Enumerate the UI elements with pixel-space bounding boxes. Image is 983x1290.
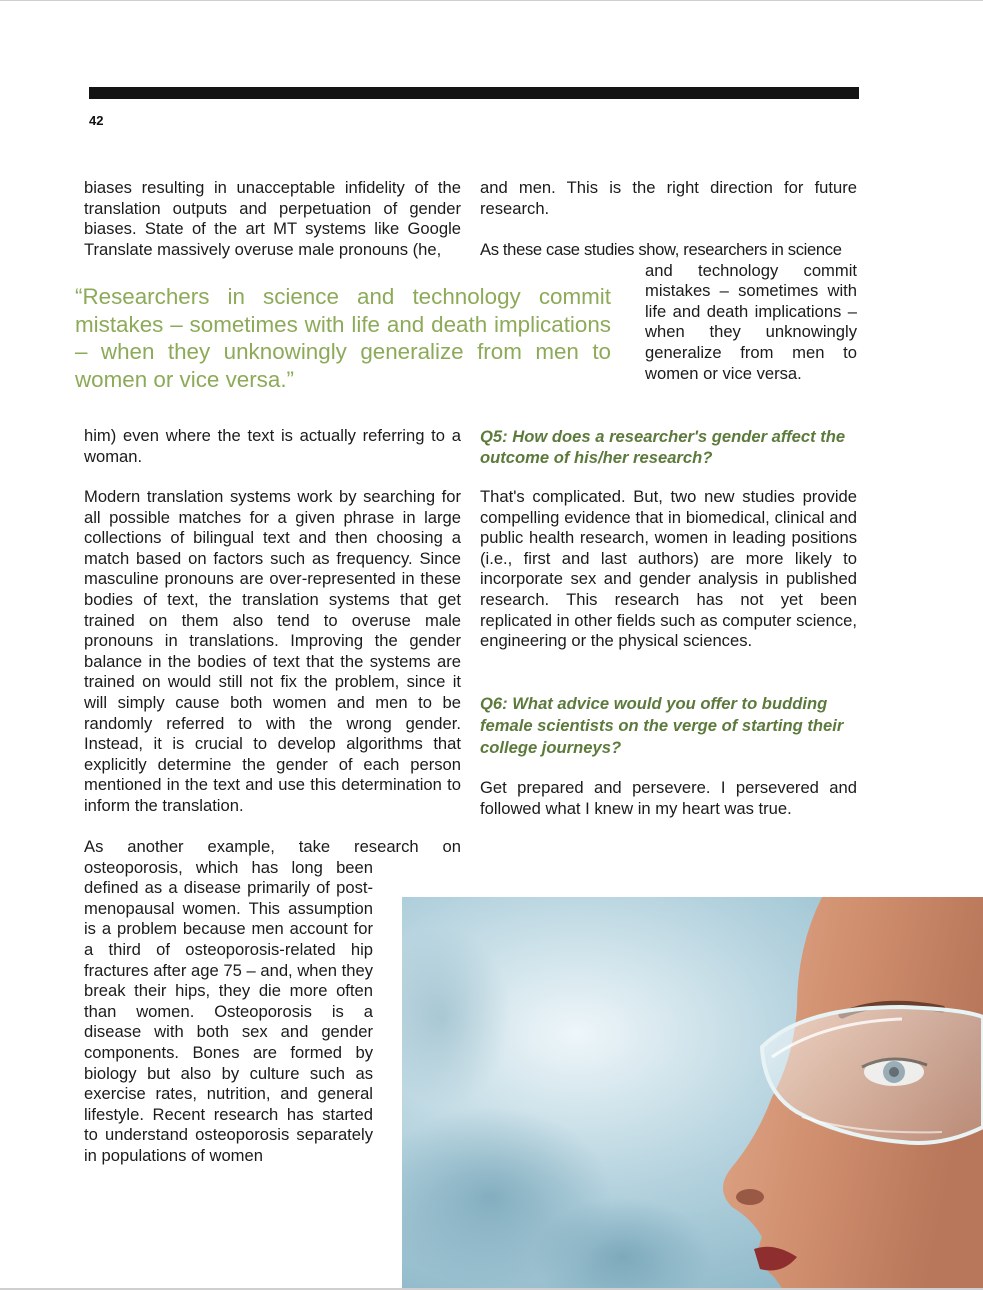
scientist-photo [402,897,983,1288]
header-bar [89,87,859,99]
left-paragraph-2: Modern translation systems work by searching for all possible matches for a given phrase in large collections of bilingual text and then choosing a match based on factors such as frequency. Since masculine pronouns are over-represented in these bodies of text, the translation systems that get trained on them also tend to overuse male pronouns in translations. Improving the gender balance in the bodies of text that the systems are trained on would still not fix the problem, since it will simply cause both women and men to be randomly referred to with the wrong gender. Instead, it is crucial to develop algorithms that explicitly determine the gender of each person mentioned in the text and use this determination to inform the translation. [84,487,461,815]
left-paragraph-3: osteoporosis, which has long been defined as a disease primarily of post-menopausal women. This assumption is a problem because men account for a third of osteoporosis-related hip fractures after age 75 – and, when they break their hips, they die more often than women. Osteoporosis is a disease with both sex and gender components. Bones are formed by biology but also by culture such as exercise rates, nutrition, and general lifestyle. Recent research has started to understand osteoporosis separately in populations of women [84,857,373,1165]
answer-6: Get prepared and persevere. I persevered and followed what I knew in my heart was true. [480,778,857,818]
right-paragraph-1: and men. This is the right direction for future research. [480,178,857,218]
left-paragraph-1-continued: him) even where the text is actually referring to a woman. [84,426,461,466]
answer-5: That's complicated. But, two new studies provide compelling evidence that in biomedical, clinical and public health research, women in leading positions (i.e., first and last authors) are more likely to incorporate sex and gender analysis in published research. This research has not yet been replicated in other fields such as computer science, engineering or the physical sciences. [480,487,857,651]
left-paragraph-3-first-line: As another example, take research on [84,837,461,856]
left-paragraph-1: biases resulting in unacceptable infidelity of the translation outputs and perpetuation of gender biases. State of the art MT systems like Google Translate massively overuse male pronouns (he, [84,178,461,259]
question-6: Q6: What advice would you offer to budding female scientists on the verge of starting their college journeys? [480,694,844,757]
pull-quote: “Researchers in science and technology commit mistakes – sometimes with life and death implications – when they unknowingly generalize from men to women or vice versa.” [75,284,611,392]
right-paragraph-2: and technology commit mistakes – sometimes with life and death implications – when they unknowingly generalize from men to women or vice versa. [645,260,857,383]
page-top-border [0,0,983,1]
page-number: 42 [89,113,104,128]
question-5: Q5: How does a researcher's gender affect the outcome of his/her research? [480,427,846,467]
right-paragraph-2-first-line: As these case studies show, researchers in science [480,240,842,259]
